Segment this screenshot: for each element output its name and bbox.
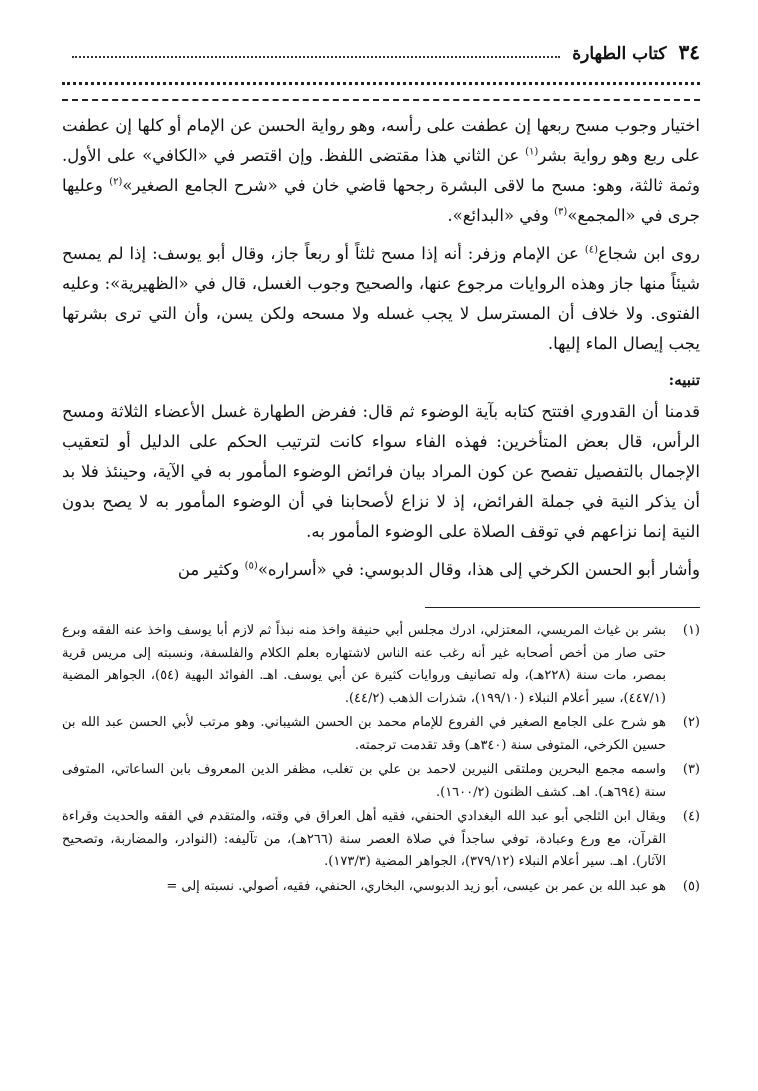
paragraph-1: اختيار وجوب مسح ربعها إن عطفت على رأسه، وهو رواية الحسن عن الإمام أو كلها إن عطفت على ربع وهو رواية بشر$^{(١)}$ عن الثاني هذا مقتضى اللفظ. وإن اقتصر في «الكافي» على الأول. وثمة ثالثة، وهو: مسح ما لاقى البشرة رجحها قاضي خان في «شرح الجامع الصغير»$^{(٢)}$ وعليها جرى في «المجمع»$^{(٣)}$ وفي «البدائع». xyxy=(62,116,701,225)
footnote-ref-1[interactable]: (١) xyxy=(525,146,539,158)
paragraph-2: روى ابن شجاع$^{(٤)}$ عن الإمام وزفر: أنه إذا مسح ثلثاً أو ربعاً جاز، وقال أبو يوسف: إذا لم يمسح شيئاً منها جاز وهذه الروايات مرجوع عنها، والصحيح وجوب الغسل، قال في «الظهيرية»: وعليه الفتوى. ولا خلاف أن المسترسل لا يجب غسله ولا مسحه ولكن يسن، وأن التي ترى بشرتها يجب إيصال الماء إليها. xyxy=(62,244,700,353)
dotted-separator xyxy=(62,82,700,85)
header-dotted-rule xyxy=(72,56,560,58)
footnote-3 xyxy=(62,759,700,804)
paragraph-4: وأشار أبو الحسن الكرخي إلى هذا، وقال الدبوسي: في «أسراره»$^{(٥)}$ وكثير من xyxy=(177,560,700,579)
footnote-text: واسمه مجمع البحرين وملتقى النيرين لاحمد بن علي بن تغلب، مظفر الدين المعروف بابن الساعاتي، المتوفى سنة (٦٩٤هـ). اهـ. كشف الظنون (١٦٠٠/٢). xyxy=(62,762,666,800)
footnote-2 xyxy=(62,712,700,757)
footnote-number: (٣) xyxy=(682,762,700,777)
footnote-ref-3[interactable]: (٣) xyxy=(554,206,568,218)
footnote-number: (٤) xyxy=(682,809,700,824)
footnote-text: هو شرح على الجامع الصغير في الفروع للإمام محمد بن الحسن الشيباني. وهو مرتب لأبي الحسن عبد الله بن حسين الكرخي، المتوفى سنة (٣٤٠هـ) وقد تقدمت ترجمته. xyxy=(62,715,666,753)
footnote-ref-2[interactable]: (٢) xyxy=(109,176,123,188)
footnote-text: ويقال ابن الثلجي أبو عبد الله البغدادي الحنفي، فقيه أهل العراق في وقته، والمتقدم في الفقه والحديث وقراءة القرآن، مع ورع وعبادة، توفي ساجداً في صلاة العصر سنة (٢٦٦هـ)، من تآليفه: (النوادر، والمضاربة، وتصحيح الآثار). اهـ. سير أعلام النبلاء (٣٧٩/١٢)، الجواهر المضية (١٧٣/٣). xyxy=(62,809,666,869)
footnotes xyxy=(62,620,700,898)
footnote-1 xyxy=(62,620,700,710)
page-header xyxy=(62,38,700,64)
paragraph-3: قدمنا أن القدوري افتتح كتابه بآية الوضوء ثم قال: ففرض الطهارة غسل الأعضاء الثلاثة ومسح الرأس، قال بعض المتأخرين: فهذه الفاء سواء كانت لترتيب الحكم على الدليل أو لتعقيب الإجمال بالتفصيل تفصح عن كون المراد بيان فرائض الوضوء المأمور به في الآية، وحينئذ فلا بد أن يذكر النية في جملة الفرائض، إذ لا نزاع لأصحابنا في أن الوضوء المأمور به لا يصح بدون النية إنما نزاعهم في توقف الصلاة على الوضوء المأمور به. xyxy=(62,402,700,541)
footnote-number: (٥) xyxy=(682,878,700,894)
dashed-separator xyxy=(62,99,700,101)
footnote-4 xyxy=(62,806,700,874)
page-number: ٣٤ xyxy=(678,40,700,64)
footnote-text: هو عبد الله بن عمر بن عيسى، أبو زيد الدبوسي، البخاري، الحنفي، فقيه، أصولي. نسبته إلى = xyxy=(166,878,666,894)
footnote-number: (٢) xyxy=(682,715,700,730)
footnote-separator xyxy=(425,607,700,608)
footnote-number: (١) xyxy=(682,623,700,638)
footnote-text: بشر بن غياث المريسي، المعتزلي، ادرك مجلس أبي حنيفة واخذ منه نبذاً ثم لازم أبا يوسف واخذ عنه الفقه وبرع حتى صار من أخص أصحابه غير أنه رغب عنه الناس لاشتهاره بعلم الكلام والفلسفة، ونسبته إلى مريس قرية بمصر، مات سنة (٢٢٨هـ)، وله تصانيف وروايات كثيرة عن أبي يوسف. اهـ. الفوائد البهية (٥٤)، الجواهر المضية (٤٤٧/١)، سير أعلام النبلاء (١٩٩/١٠)، شذرات الذهب (٤٤/٢). xyxy=(62,623,666,706)
footnote-ref-5[interactable]: (٥) xyxy=(244,560,258,572)
footnote-ref-4[interactable]: (٤) xyxy=(584,244,599,256)
main-text xyxy=(62,111,700,585)
footnote-5 xyxy=(62,876,700,899)
notice-heading: تنبيه: xyxy=(668,371,700,389)
running-title: كتاب الطهارة xyxy=(572,44,667,64)
